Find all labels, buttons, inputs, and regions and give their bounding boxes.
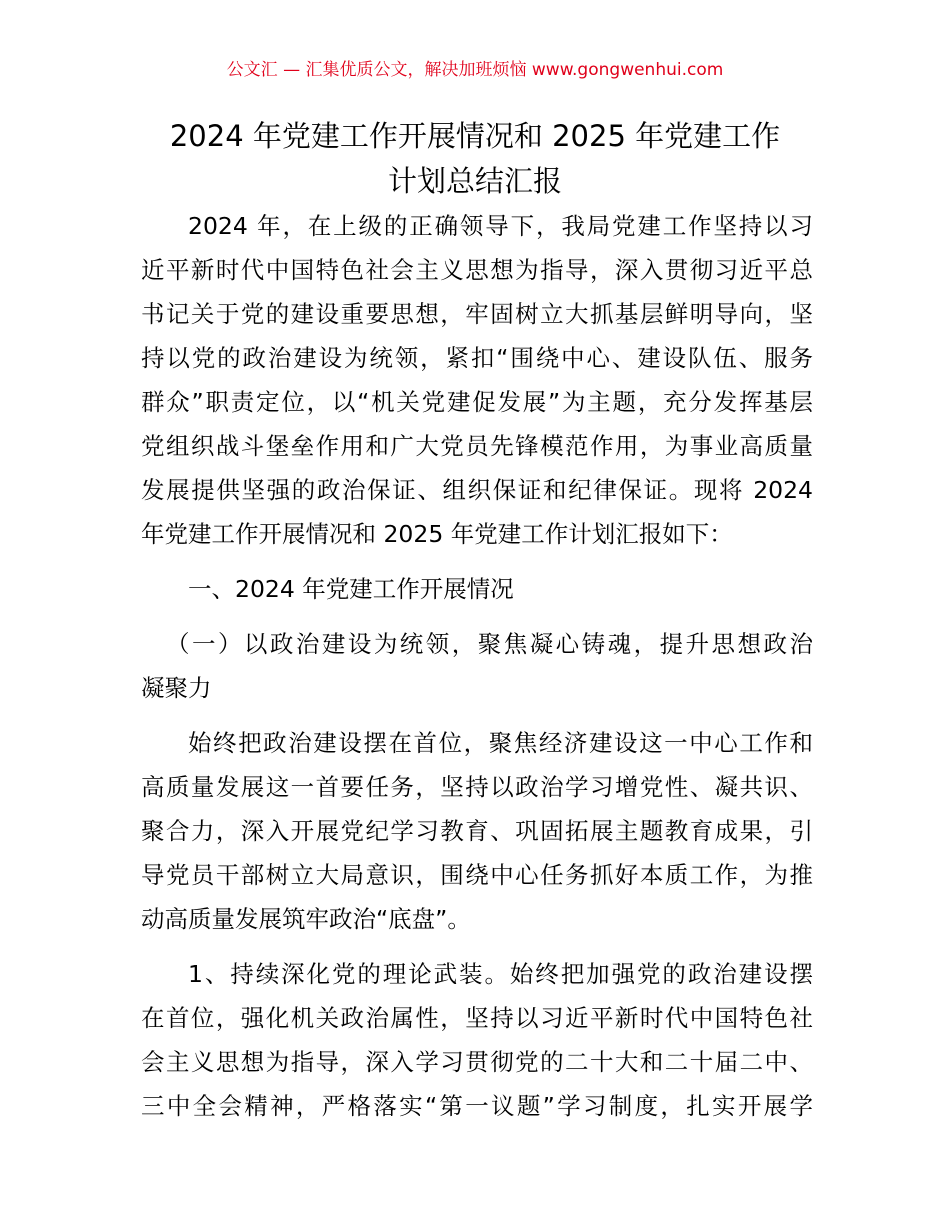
body-line: 群众”职责定位，以“机关党建促发展”为主题，充分发挥基层 <box>141 388 813 416</box>
body-line: 近平新时代中国特色社会主义思想为指导，深入贯彻习近平总 <box>141 256 813 284</box>
subsection-heading-continued: 凝聚力 <box>141 674 212 702</box>
section-heading: 一、2024 年党建工作开展情况 <box>188 575 514 603</box>
document-title-line-1: 2024 年党建工作开展情况和 2025 年党建工作 <box>169 119 781 153</box>
body-line: 年党建工作开展情况和 2025 年党建工作计划汇报如下： <box>141 520 733 548</box>
body-line: 发展提供坚强的政治保证、组织保证和纪律保证。现将 2024 <box>141 476 813 504</box>
body-line: 始终把政治建设摆在首位，聚焦经济建设这一中心工作和 <box>188 729 813 757</box>
body-line: 持以党的政治建设为统领，紧扣“围绕中心、建设队伍、服务 <box>141 344 813 372</box>
body-line: 在首位，强化机关政治属性，坚持以习近平新时代中国特色社 <box>141 1004 813 1032</box>
body-line: 书记关于党的建设重要思想，牢固树立大抓基层鲜明导向，坚 <box>141 300 813 328</box>
subsection-heading: （一）以政治建设为统领，聚焦凝心铸魂，提升思想政治 <box>166 630 813 658</box>
body-line: 导党员干部树立大局意识，围绕中心任务抓好本质工作，为推 <box>141 861 813 889</box>
body-line: 三中全会精神，严格落实“第一议题”学习制度，扎实开展学 <box>141 1092 813 1120</box>
body-line: 聚合力，深入开展党纪学习教育、巩固拓展主题教育成果，引 <box>141 817 813 845</box>
body-line: 会主义思想为指导，深入学习贯彻党的二十大和二十届二中、 <box>141 1048 813 1076</box>
header-banner: 公文汇 — 汇集优质公文，解决加班烦恼 www.gongwenhui.com <box>226 60 724 80</box>
body-line: 动高质量发展筑牢政治“底盘”。 <box>141 905 471 933</box>
body-line: 2024 年，在上级的正确领导下，我局党建工作坚持以习 <box>188 212 813 240</box>
document-title-line-2: 计划总结汇报 <box>387 164 562 198</box>
body-line: 高质量发展这一首要任务，坚持以政治学习增党性、凝共识、 <box>141 773 813 801</box>
body-line: 1、持续深化党的理论武装。始终把加强党的政治建设摆 <box>188 960 813 988</box>
body-line: 党组织战斗堡垒作用和广大党员先锋模范作用，为事业高质量 <box>141 432 813 460</box>
